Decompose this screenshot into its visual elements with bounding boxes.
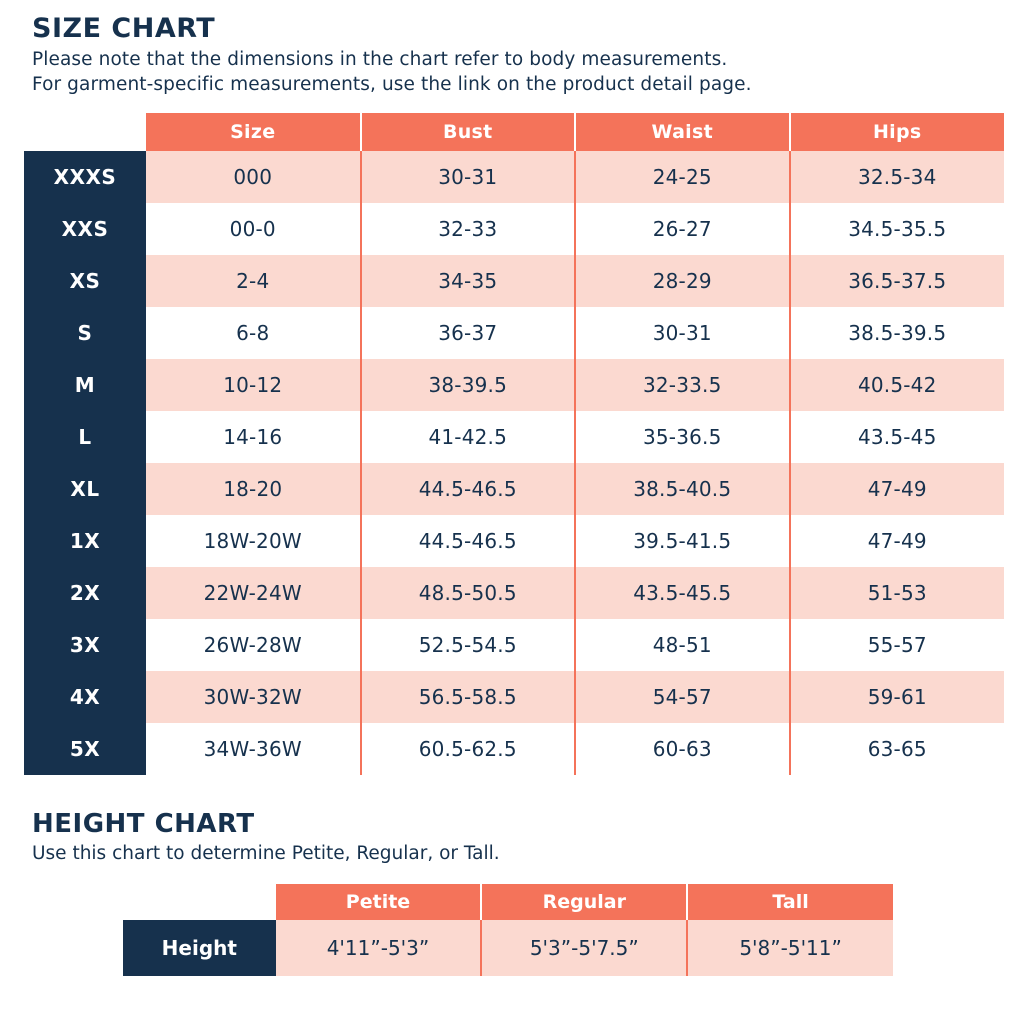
row-label-3x: 3X [24,619,146,671]
row-label-xs: XS [24,255,146,307]
cell-bust: 48.5-50.5 [361,567,576,619]
page-title: SIZE CHART [32,13,216,44]
cell-petite: 4'11”-5'3” [276,920,482,976]
cell-waist: 60-63 [575,723,790,775]
row-label-xl: XL [24,463,146,515]
cell-bust: 32-33 [361,203,576,255]
cell-size: 18W-20W [146,515,361,567]
cell-hips: 47-49 [790,515,1005,567]
cell-size: 34W-36W [146,723,361,775]
cell-size: 10-12 [146,359,361,411]
size-table-corner-cell [24,113,146,151]
height-table-container [0,884,1024,976]
cell-waist: 43.5-45.5 [575,567,790,619]
column-header-waist: Waist [575,113,790,151]
row-label-m: M [24,359,146,411]
cell-size: 14-16 [146,411,361,463]
table-row [24,359,1004,411]
row-label-1x: 1X [24,515,146,567]
row-label-l: L [24,411,146,463]
height-table-corner-cell [123,884,276,920]
row-label-2x: 2X [24,567,146,619]
height-chart-heading [0,809,1024,866]
cell-hips: 51-53 [790,567,1005,619]
table-row [24,307,1004,359]
size-chart-note-line-1: Please note that the dimensions in the chart refer to body measurements. [32,48,728,70]
cell-bust: 44.5-46.5 [361,463,576,515]
cell-bust: 36-37 [361,307,576,359]
column-header-regular: Regular [481,884,687,920]
size-table-header-row [24,113,1004,151]
cell-bust: 56.5-58.5 [361,671,576,723]
column-header-hips: Hips [790,113,1005,151]
table-row [24,515,1004,567]
table-row [24,151,1004,203]
table-row [24,671,1004,723]
cell-hips: 63-65 [790,723,1005,775]
height-table [123,884,893,976]
cell-hips: 59-61 [790,671,1005,723]
cell-bust: 60.5-62.5 [361,723,576,775]
cell-bust: 52.5-54.5 [361,619,576,671]
cell-hips: 38.5-39.5 [790,307,1005,359]
cell-tall: 5'8”-5'11” [687,920,893,976]
cell-waist: 35-36.5 [575,411,790,463]
cell-size: 2-4 [146,255,361,307]
size-table [24,113,1004,775]
cell-bust: 41-42.5 [361,411,576,463]
table-row [24,619,1004,671]
table-row [24,723,1004,775]
cell-hips: 36.5-37.5 [790,255,1005,307]
cell-size: 6-8 [146,307,361,359]
row-label-xxxs: XXXS [24,151,146,203]
cell-size: 30W-32W [146,671,361,723]
column-header-size: Size [146,113,361,151]
cell-waist: 38.5-40.5 [575,463,790,515]
cell-size: 22W-24W [146,567,361,619]
cell-waist: 28-29 [575,255,790,307]
table-row [24,463,1004,515]
row-label-5x: 5X [24,723,146,775]
cell-waist: 30-31 [575,307,790,359]
column-header-tall: Tall [687,884,893,920]
row-label-4x: 4X [24,671,146,723]
cell-hips: 34.5-35.5 [790,203,1005,255]
cell-waist: 54-57 [575,671,790,723]
cell-size: 00-0 [146,203,361,255]
cell-waist: 26-27 [575,203,790,255]
row-label-height: Height [123,920,276,976]
height-chart-note: Use this chart to determine Petite, Regular, or Tall. [32,842,500,864]
table-row [24,203,1004,255]
cell-bust: 44.5-46.5 [361,515,576,567]
cell-bust: 34-35 [361,255,576,307]
cell-waist: 32-33.5 [575,359,790,411]
cell-size: 000 [146,151,361,203]
cell-waist: 48-51 [575,619,790,671]
table-row [123,920,893,976]
cell-hips: 40.5-42 [790,359,1005,411]
cell-hips: 47-49 [790,463,1005,515]
size-chart-heading [0,0,1024,98]
row-label-s: S [24,307,146,359]
cell-hips: 32.5-34 [790,151,1005,203]
cell-hips: 43.5-45 [790,411,1005,463]
cell-regular: 5'3”-5'7.5” [481,920,687,976]
cell-bust: 38-39.5 [361,359,576,411]
column-header-petite: Petite [276,884,482,920]
cell-waist: 24-25 [575,151,790,203]
cell-bust: 30-31 [361,151,576,203]
height-chart-title: HEIGHT CHART [32,808,255,839]
column-header-bust: Bust [361,113,576,151]
height-table-header-row [123,884,893,920]
cell-waist: 39.5-41.5 [575,515,790,567]
table-row [24,567,1004,619]
row-label-xxs: XXS [24,203,146,255]
size-table-container [0,113,1024,775]
table-row [24,255,1004,307]
cell-size: 26W-28W [146,619,361,671]
size-chart-note-line-2: For garment-specific measurements, use the link on the product detail page. [32,73,752,95]
cell-hips: 55-57 [790,619,1005,671]
cell-size: 18-20 [146,463,361,515]
table-row [24,411,1004,463]
